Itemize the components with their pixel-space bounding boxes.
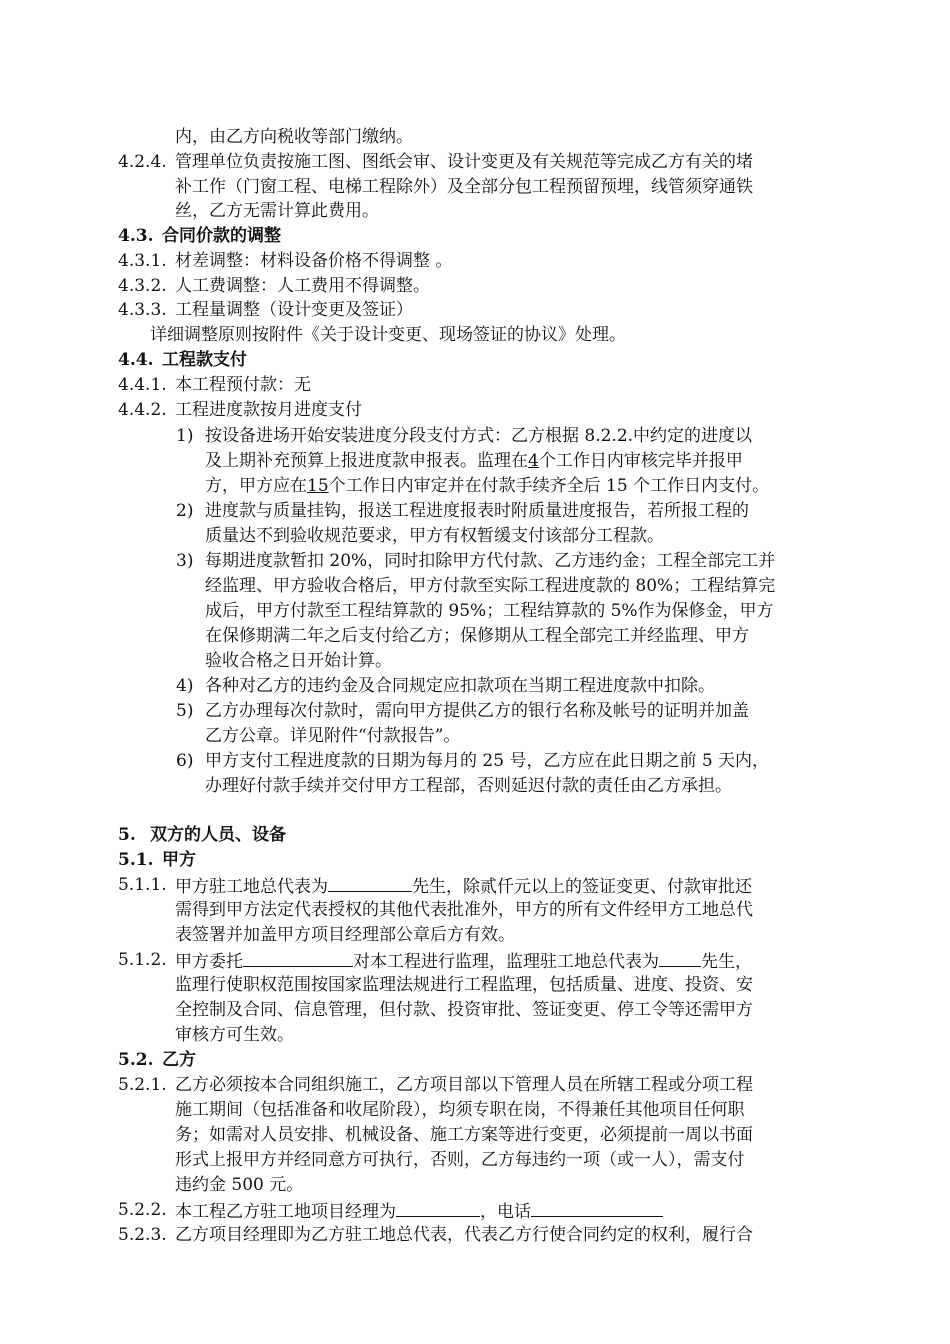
text-line: 在保修期满二年之后支付给乙方；保修期从工程全部完工并经监理、甲方 xyxy=(205,626,749,646)
blank-field xyxy=(659,948,701,967)
text-line: 丝，乙方无需计算此费用。 xyxy=(175,201,379,221)
text-line: 违约金 500 元。 xyxy=(175,1175,304,1195)
section-number: 5.1. xyxy=(118,850,154,870)
text-line: 工程进度款按月进度支付 xyxy=(175,400,362,420)
clause-number: 4.4.1. xyxy=(118,375,167,395)
section-number: 5.2. xyxy=(118,1050,154,1070)
text-line: 经监理、甲方验收合格后，甲方付款至实际工程进度款的 80%；工程结算完 xyxy=(205,576,776,596)
text-line: 按设备进场开始安装进度分段支付方式：乙方根据 8.2.2.中约定的进度以 xyxy=(205,426,753,446)
text-line: 甲方支付工程进度款的日期为每月的 25 号，乙方应在此日期之前 5 天内， xyxy=(205,751,770,771)
clause-number: 5.1.2. xyxy=(118,950,167,970)
list-marker: 3) xyxy=(176,551,194,571)
text-line: 进度款与质量挂钩，报送工程进度报表时附质量进度报告，若所报工程的 xyxy=(205,501,749,521)
text-line: 办理好付款手续并交付甲方工程部，否则延迟付款的责任由乙方承担。 xyxy=(205,776,732,796)
section-number: 4.4. xyxy=(118,350,154,370)
text-line: 材差调整：材料设备价格不得调整 。 xyxy=(175,251,453,271)
text-line: 管理单位负责按施工图、图纸会审、设计变更及有关规范等完成乙方有关的堵 xyxy=(175,152,753,172)
text-line: 甲方委托 对本工程进行监理，监理驻工地总代表为 先生， xyxy=(175,948,752,974)
section-heading: 合同价款的调整 xyxy=(162,226,281,246)
clause-number: 4.3.2. xyxy=(118,276,167,296)
blank-field xyxy=(243,948,353,967)
underlined-value: 4 xyxy=(528,451,539,471)
text-line: 人工费调整：人工费用不得调整。 xyxy=(175,276,430,296)
text-line: 施工期间（包括准备和收尾阶段），均须专职在岗，不得兼任其他项目任何职 xyxy=(175,1100,745,1120)
list-marker: 2) xyxy=(176,501,194,521)
clause-number: 5.1.1. xyxy=(118,875,167,895)
text-line: 本工程预付款：无 xyxy=(175,375,311,395)
list-marker: 4) xyxy=(176,676,194,696)
text-line: 乙方办理每次付款时，需向甲方提供乙方的银行名称及帐号的证明并加盖 xyxy=(205,701,749,721)
text-line: 及上期补充预算上报进度款申报表。监理在4个工作日内审核完毕并报甲 xyxy=(205,451,743,471)
text-line: 工程量调整（设计变更及签证） xyxy=(175,300,413,320)
clause-number: 4.2.4. xyxy=(118,152,167,172)
text-line: 成后，甲方付款至工程结算款的 95%；工程结算款的 5%作为保修金，甲方 xyxy=(205,601,774,621)
text-line: 补工作（门窗工程、电梯工程除外）及全部分包工程预留预埋，线管须穿通铁 xyxy=(175,177,753,197)
text-line: 乙方必须按本合同组织施工，乙方项目部以下管理人员在所辖工程或分项工程 xyxy=(175,1075,753,1095)
section-heading: 工程款支付 xyxy=(162,350,247,370)
list-marker: 5) xyxy=(176,701,194,721)
clause-number: 4.4.2. xyxy=(118,400,167,420)
text-line: 方，甲方应在15个工作日内审定并在付款手续齐全后 15 个工作日内支付。 xyxy=(205,476,770,496)
text-line: 验收合格之日开始计算。 xyxy=(205,651,392,671)
section-number: 5. xyxy=(118,825,136,845)
text-line: 质量达不到验收规范要求，甲方有权暂缓支付该部分工程款。 xyxy=(205,526,664,546)
text-line: 内，由乙方向税收等部门缴纳。 xyxy=(175,127,413,147)
text-line: 审核方可生效。 xyxy=(175,1025,294,1045)
list-marker: 1) xyxy=(176,426,194,446)
underlined-value: 15 xyxy=(307,476,329,496)
text-line: 甲方驻工地总代表为 先生，除贰仟元以上的签证变更、付款审批还 xyxy=(175,873,752,899)
text-line: 详细调整原则按附件《关于设计变更、现场签证的协议》处理。 xyxy=(150,325,626,345)
text-line: 务；如需对人员安排、机械设备、施工方案等进行变更，必须提前一周以书面 xyxy=(175,1125,753,1145)
clause-number: 4.3.3. xyxy=(118,300,167,320)
text-line: 监理行使职权范围按国家监理法规进行工程监理，包括质量、进度、投资、安 xyxy=(175,975,753,995)
clause-number: 5.2.3. xyxy=(118,1225,167,1245)
text-line: 乙方项目经理即为乙方驻工地总代表，代表乙方行使合同约定的权利，履行合 xyxy=(175,1225,753,1245)
clause-number: 4.3.1. xyxy=(118,251,167,271)
section-heading: 双方的人员、设备 xyxy=(150,825,286,845)
text-line: 乙方公章。详见附件“付款报告”。 xyxy=(205,726,461,746)
blank-field xyxy=(531,1198,663,1217)
text-line: 本工程乙方驻工地项目经理为 ，电话 xyxy=(175,1198,663,1224)
text-line: 表签署并加盖甲方项目经理部公章后方有效。 xyxy=(175,925,515,945)
blank-field xyxy=(396,1198,480,1217)
clause-number: 5.2.2. xyxy=(118,1200,167,1220)
text-line: 需得到甲方法定代表授权的其他代表批准外，甲方的所有文件经甲方工地总代 xyxy=(175,900,753,920)
section-number: 4.3. xyxy=(118,226,154,246)
section-heading: 甲方 xyxy=(162,850,196,870)
text-line: 形式上报甲方并经同意方可执行，否则，乙方每违约一项（或一人），需支付 xyxy=(175,1150,745,1170)
clause-number: 5.2.1. xyxy=(118,1075,167,1095)
list-marker: 6) xyxy=(176,751,194,771)
section-heading: 乙方 xyxy=(162,1050,196,1070)
blank-field xyxy=(328,873,412,892)
text-line: 每期进度款暂扣 20%，同时扣除甲方代付款、乙方违约金；工程全部完工并 xyxy=(205,551,776,571)
text-line: 全控制及合同、信息管理，但付款、投资审批、签证变更、停工令等还需甲方 xyxy=(175,1000,753,1020)
text-line: 各种对乙方的违约金及合同规定应扣款项在当期工程进度款中扣除。 xyxy=(205,676,715,696)
